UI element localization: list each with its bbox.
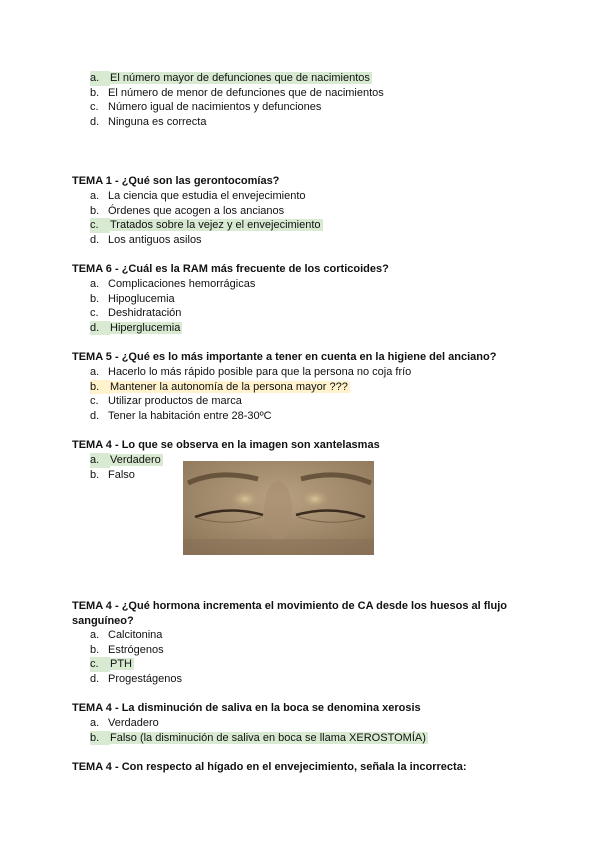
option-letter: b. [90, 86, 100, 99]
answer-option [90, 453, 163, 468]
options-tema6 [90, 277, 255, 335]
option-letter: d. [90, 409, 100, 422]
options-tema4-xerosis [90, 716, 428, 745]
option-letter: c. [90, 307, 99, 320]
answer-option [90, 716, 428, 731]
option-letter: a. [90, 190, 100, 202]
question-tema4-xantelasmas: TEMA 4 - Lo que se observa en la imagen son xantelasmas [72, 439, 380, 451]
option-letter: a. [90, 366, 100, 378]
answer-option [90, 100, 384, 115]
option-letter: c. [90, 101, 99, 114]
option-text: Mantener la autonomía de la persona mayor ??? [110, 380, 348, 393]
option-letter: d. [90, 115, 100, 128]
answer-option [90, 204, 323, 219]
options-tema1 [90, 189, 323, 247]
question-tema4-xerosis: TEMA 4 - La disminución de saliva en la boca se denomina xerosis [72, 702, 421, 714]
answer-option [90, 628, 182, 643]
question-tema5: TEMA 5 - ¿Qué es lo más importante a tener en cuenta en la higiene del anciano? [72, 351, 497, 363]
option-letter: a. [90, 278, 100, 290]
options-tema5 [90, 365, 411, 423]
option-text: Tratados sobre la vejez y el envejecimiento [110, 219, 321, 232]
option-text: Tener la habitación entre 28-30ºC [108, 409, 272, 422]
option-text: El número de menor de defunciones que de nacimientos [108, 86, 384, 99]
option-letter: d. [90, 233, 100, 246]
answer-option [90, 731, 428, 746]
options-block-0 [90, 71, 384, 129]
option-text: Falso (la disminución de saliva en boca se llama XEROSTOMÍA) [110, 731, 426, 744]
option-letter: c. [90, 395, 99, 408]
answer-option [90, 657, 182, 672]
answer-option [90, 409, 411, 424]
option-text: Órdenes que acogen a los ancianos [108, 204, 285, 217]
option-letter: b. [90, 292, 100, 305]
eyes-photo-drawing [183, 461, 374, 555]
option-text: PTH [110, 658, 132, 671]
option-letter: b. [90, 731, 110, 746]
option-letter: a. [90, 453, 110, 468]
option-letter: c. [90, 657, 110, 672]
option-letter: b. [90, 204, 100, 217]
answer-option [90, 365, 411, 380]
option-text: El número mayor de defunciones que de nacimientos [110, 72, 370, 84]
question-tema1: TEMA 1 - ¿Qué son las gerontocomías? [72, 175, 280, 187]
option-letter: a. [90, 71, 110, 86]
option-text: Progestágenos [108, 672, 182, 685]
answer-option [90, 218, 323, 233]
option-text: Número igual de nacimientos y defunciones [108, 101, 322, 114]
options-tema4-xantelasmas [90, 453, 163, 482]
option-text: Calcitonina [108, 629, 163, 641]
question-tema6: TEMA 6 - ¿Cuál es la RAM más frecuente de los corticoides? [72, 263, 389, 275]
option-text: Los antiguos asilos [108, 233, 202, 246]
question-tema4-hormona: TEMA 4 - ¿Qué hormona incrementa el movimiento de CA desde los huesos al flujo sanguíneo? [72, 600, 507, 627]
option-text: Complicaciones hemorrágicas [108, 278, 256, 290]
option-text: Verdadero [108, 717, 159, 729]
answer-option [90, 672, 182, 687]
answer-option [90, 71, 384, 86]
option-letter: b. [90, 380, 110, 395]
option-text: Hipoglucemia [108, 292, 175, 305]
option-text: Utilizar productos de marca [108, 395, 242, 408]
answer-option [90, 394, 411, 409]
option-text: Deshidratación [108, 307, 182, 320]
option-text: La ciencia que estudia el envejecimiento [108, 190, 306, 202]
option-letter: b. [90, 468, 100, 481]
answer-option [90, 115, 384, 130]
answer-option [90, 292, 255, 307]
answer-option [90, 189, 323, 204]
answer-option [90, 86, 384, 101]
option-letter: b. [90, 643, 100, 656]
answer-option [90, 306, 255, 321]
option-letter: d. [90, 321, 110, 336]
question-tema4-higado: TEMA 4 - Con respecto al hígado en el envejecimiento, señala la incorrecta: [72, 761, 467, 773]
answer-option [90, 277, 255, 292]
answer-option [90, 321, 255, 336]
answer-option [90, 380, 411, 395]
option-letter: a. [90, 629, 100, 641]
option-text: Estrógenos [108, 643, 164, 656]
option-text: Verdadero [110, 454, 161, 466]
answer-option [90, 233, 323, 248]
option-letter: c. [90, 218, 110, 233]
option-text: Falso [108, 468, 135, 481]
eyes-photo [183, 461, 374, 555]
option-text: Hacerlo lo más rápido posible para que la persona no coja frío [108, 366, 412, 378]
option-text: Ninguna es correcta [108, 115, 207, 128]
options-tema4-hormona [90, 628, 182, 686]
option-text: Hiperglucemia [110, 321, 181, 334]
option-letter: a. [90, 717, 100, 729]
option-letter: d. [90, 672, 100, 685]
answer-option [90, 468, 163, 483]
answer-option [90, 643, 182, 658]
